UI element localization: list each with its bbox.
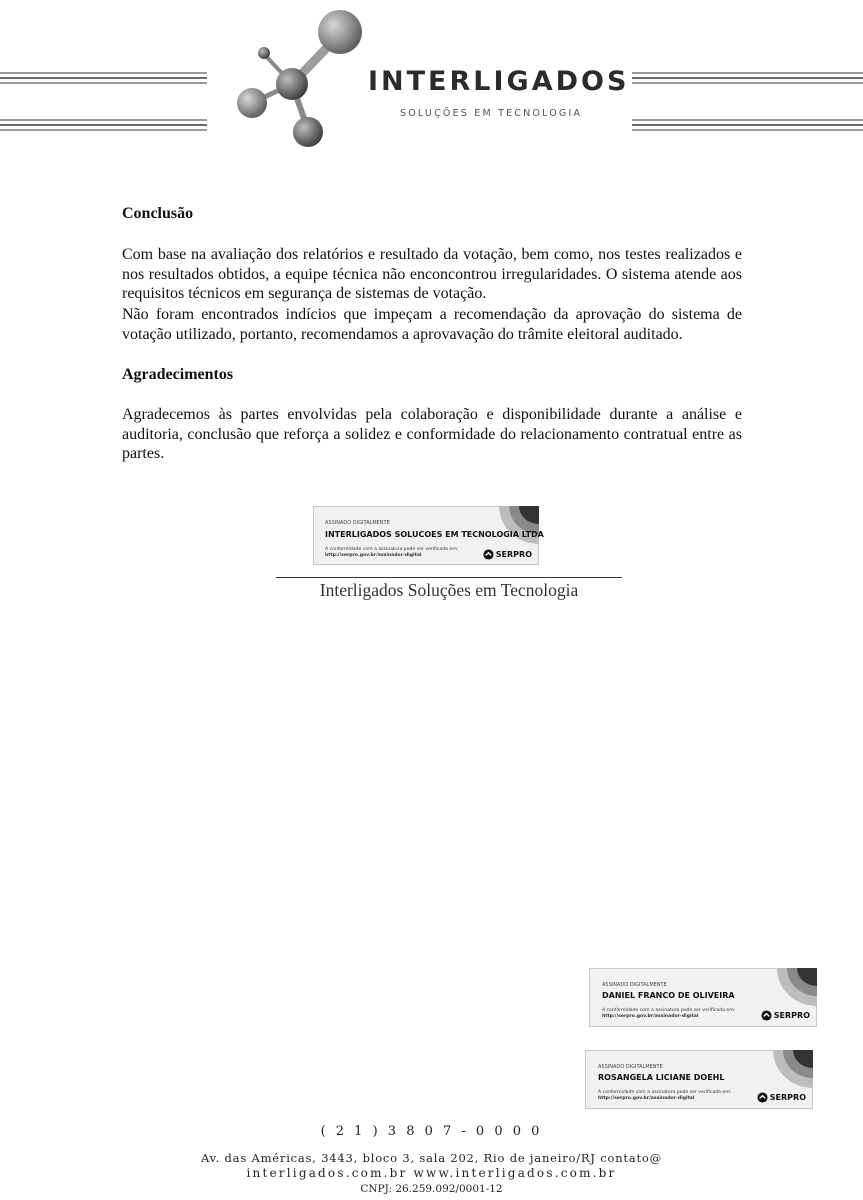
serpro-logo: [483, 549, 532, 560]
serpro-logo-text: SERPRO: [495, 550, 532, 559]
header-rule-left: [0, 72, 207, 84]
header-rule-left-lower: [0, 119, 207, 131]
brand-name: INTERLIGADOS: [368, 66, 630, 97]
stamp-note: [598, 1090, 731, 1102]
signature-caption: Interligados Soluções em Tecnologia: [319, 580, 579, 600]
stamp-verify-link[interactable]: http://serpro.gov.br/assinador-digital: [325, 553, 422, 558]
molecule-logo-icon: [232, 6, 367, 154]
stamp-arc-icon: [777, 968, 817, 1006]
digital-signature-stamp-company: [313, 506, 544, 565]
serpro-icon: [761, 1010, 772, 1021]
footer-cnpj: CNPJ: 26.259.092/0001-12: [360, 1183, 503, 1195]
stamp-arc-icon: [773, 1050, 813, 1088]
stamp-verify-link[interactable]: http://serpro.gov.br/assinador-digital: [598, 1096, 695, 1101]
stamp-kicker: ASSINADO DIGITALMENTE: [325, 520, 390, 526]
section-title-conclusao: Conclusão: [122, 205, 194, 222]
stamp-note-text: A conformidade com a assinatura pode ser verificada em:: [602, 1008, 736, 1013]
footer-address: Av. das Américas, 3443, bloco 3, sala 202, Rio de janeiro/RJ contato@: [201, 1151, 662, 1165]
serpro-icon: [483, 549, 494, 560]
header-rule-right: [632, 72, 863, 84]
serpro-logo-text: SERPRO: [769, 1093, 806, 1102]
digital-signature-stamp-daniel: [589, 968, 817, 1027]
brand-tagline: SOLUÇÕES EM TECNOLOGIA: [400, 108, 583, 119]
footer-phone-text: ( 2 1 ) 3 8 0 7 - 0 0 0 0: [320, 1124, 543, 1139]
stamp-kicker: ASSINADO DIGITALMENTE: [598, 1064, 663, 1070]
stamp-note-text: A conformidade com a assinatura pode ser verificada em:: [598, 1090, 732, 1095]
digital-signature-stamp-rosangela: [585, 1050, 813, 1109]
conclusion-paragraph-2: Não foram encontrados indícios que impeçam a recomendação da aprovação do sistema de votação utilizado, portanto, recomendamos a aprovavação do trâmite eleitoral auditado.: [122, 306, 742, 343]
footer-web: interligados.com.br www.interligados.com.br: [246, 1166, 617, 1180]
stamp-verify-link[interactable]: http://serpro.gov.br/assinador-digital: [602, 1014, 699, 1019]
section-title-agradecimentos: Agradecimentos: [122, 366, 234, 383]
serpro-logo: [757, 1092, 806, 1103]
stamp-note: [602, 1008, 735, 1020]
conclusion-paragraph-1: Com base na avaliação dos relatórios e resultado da votação, bem como, nos testes realizados e nos resultados obtidos, a equipe técnica não enconcontrou irregularidades. O sistema atende aos requisitos técnicos em segurança de sistemas de votação.: [122, 246, 742, 302]
signature-line: [276, 577, 622, 578]
acknowledgements-paragraph: Agradecemos às partes envolvidas pela colaboração e disponibilidade durante a análise e auditoria, conclusão que reforça a solidez e conformidade do relacionamento contratual entre as partes.: [122, 406, 742, 462]
serpro-icon: [757, 1092, 768, 1103]
stamp-signer-name: ROSANGELA LICIANE DOEHL: [598, 1073, 725, 1082]
stamp-kicker: ASSINADO DIGITALMENTE: [602, 982, 667, 988]
stamp-note-text: A conformidade com a assinatura pode ser verificada em:: [325, 547, 459, 552]
footer-phone: [0, 1124, 863, 1146]
header-rule-right-lower: [632, 119, 863, 131]
stamp-signer-name: INTERLIGADOS SOLUCOES EM TECNOLOGIA LTDA: [325, 530, 544, 539]
stamp-note: [325, 547, 458, 559]
serpro-logo-text: SERPRO: [773, 1011, 810, 1020]
stamp-signer-name: DANIEL FRANCO DE OLIVEIRA: [602, 991, 735, 1000]
serpro-logo: [761, 1010, 810, 1021]
